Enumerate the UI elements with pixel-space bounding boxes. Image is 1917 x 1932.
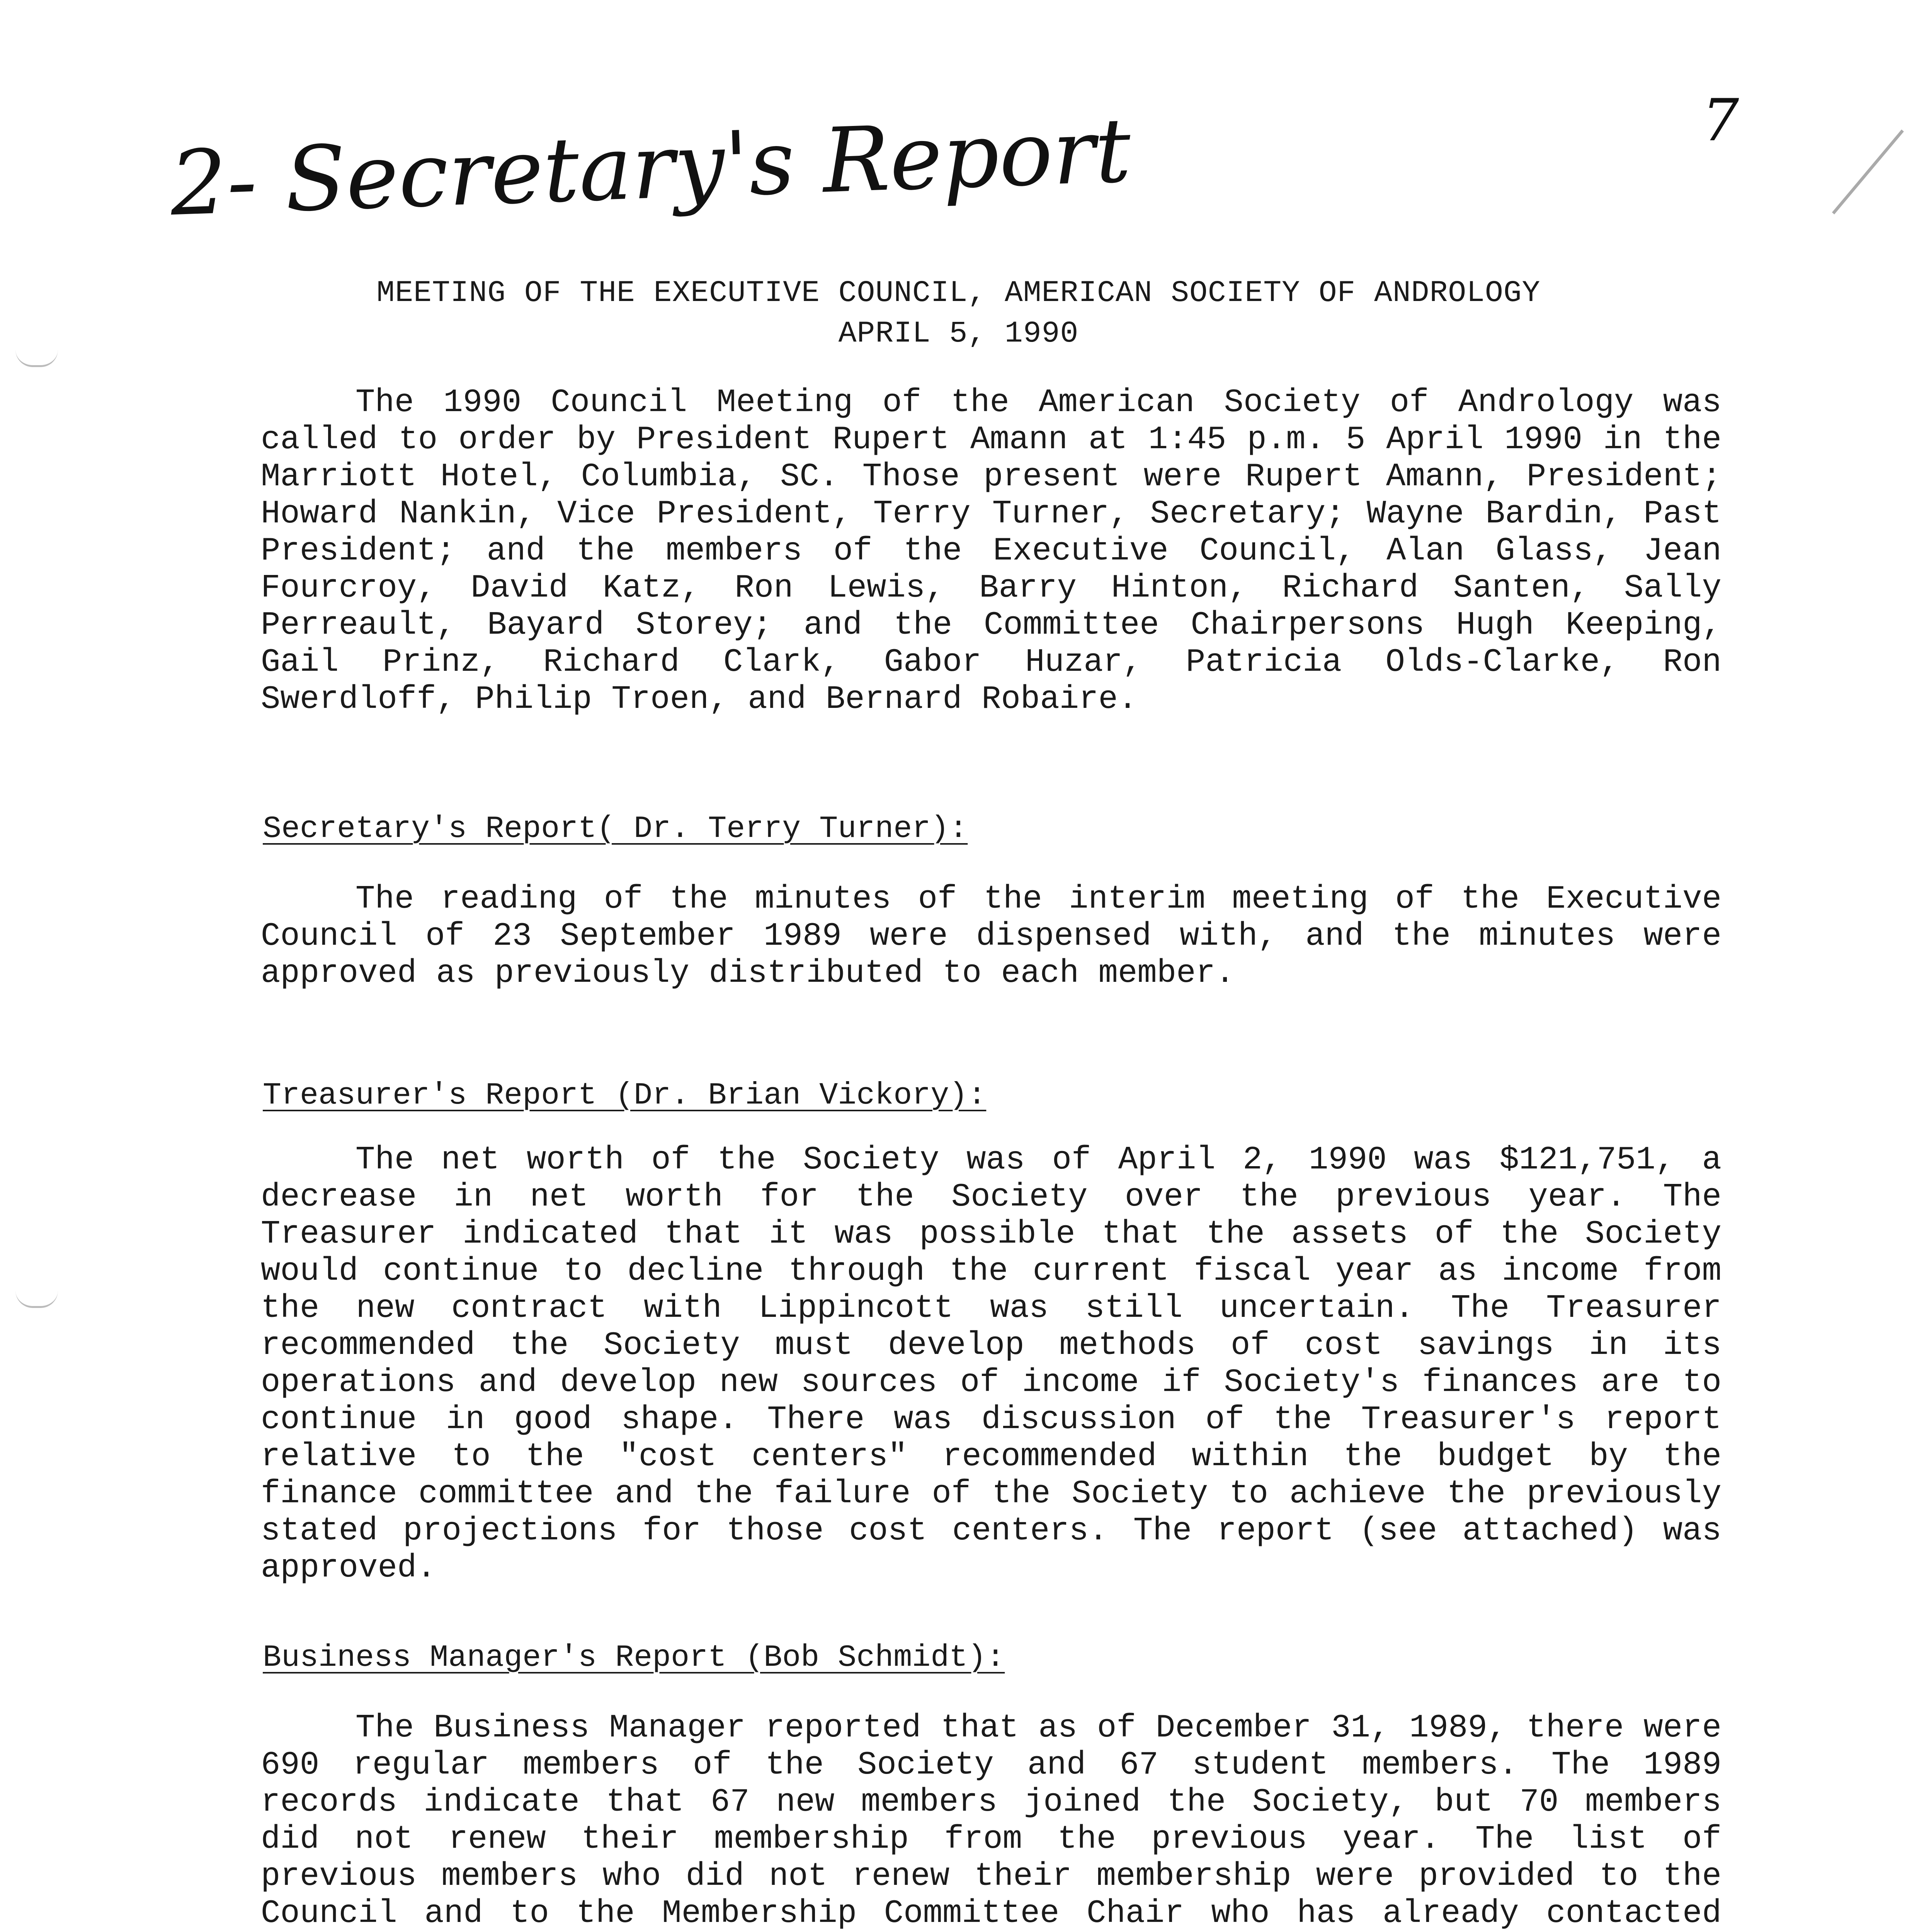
secretary-report-body: The reading of the minutes of the interim meeting of the Executive Council of 23 September 1989 were dispensed with, and the minutes were approved as previously distributed to each member. xyxy=(261,881,1721,992)
handwritten-page-number: 7 xyxy=(1702,87,1739,154)
treasurer-report-heading: Treasurer's Report (Dr. Brian Vickory): xyxy=(263,1078,987,1113)
business-manager-report-heading: Business Manager's Report (Bob Schmidt): xyxy=(263,1640,1005,1675)
binder-hole-mark xyxy=(15,1291,58,1308)
secretary-report-heading: Secretary's Report( Dr. Terry Turner): xyxy=(263,811,968,847)
intro-paragraph: The 1990 Council Meeting of the American Society of Andrology was called to order by President Rupert Amann at 1:45 p.m. 5 April 1990 in the Marriott Hotel, Columbia, SC. Those present were Rupert Amann, President; Howard Nankin, Vice President, Terry Turner, Secretary; Wayne Bardin, Past President; and the members of the Executive Council, Alan Glass, Jean Fourcroy, David Katz, Ron Lewis, Barry Hinton, Richard Santen, Sally Perreault, Bayard Storey; and the Committee Chairpersons Hugh Keeping, Gail Prinz, Richard Clark, Gabor Huzar, Patricia Olds-Clarke, Ron Swerdloff, Philip Troen, and Bernard Robaire. xyxy=(261,384,1721,718)
pen-stroke-mark xyxy=(1832,129,1904,214)
handwritten-annotation: 2- Secretary's Report xyxy=(168,99,1133,236)
binder-hole-mark xyxy=(15,350,58,367)
document-title: MEETING OF THE EXECUTIVE COUNCIL, AMERICAN SOCIETY OF ANDROLOGY xyxy=(376,276,1541,310)
document-date: APRIL 5, 1990 xyxy=(838,317,1079,351)
treasurer-report-body: The net worth of the Society was of April 2, 1990 was $121,751, a decrease in net worth for the Society over the previous year. The Treasurer indicated that it was possible that the assets of the Society would continue to decline through the current fiscal year as income from the new contract with Lippincott was still uncertain. The Treasurer recommended the Society must develop methods of cost savings in its operations and develop new sources of income if Society's finances are to continue in good shape. There was discussion of the Treasurer's report relative to the "cost centers" recommended within the budget by the finance committee and the failure of the Society to achieve the previously stated projections for those cost centers. The report (see attached) was approved. xyxy=(261,1142,1721,1587)
business-manager-report-body: The Business Manager reported that as of December 31, 1989, there were 690 regular members of the Society and 67 student members. The 1989 records indicate that 67 new members joined the Society, but 70 members did not renew their membership from the previous year. The list of previous members who did not renew their membership were provided to the Council and to the Membership Committee Chair who has already contacted xyxy=(261,1710,1721,1932)
